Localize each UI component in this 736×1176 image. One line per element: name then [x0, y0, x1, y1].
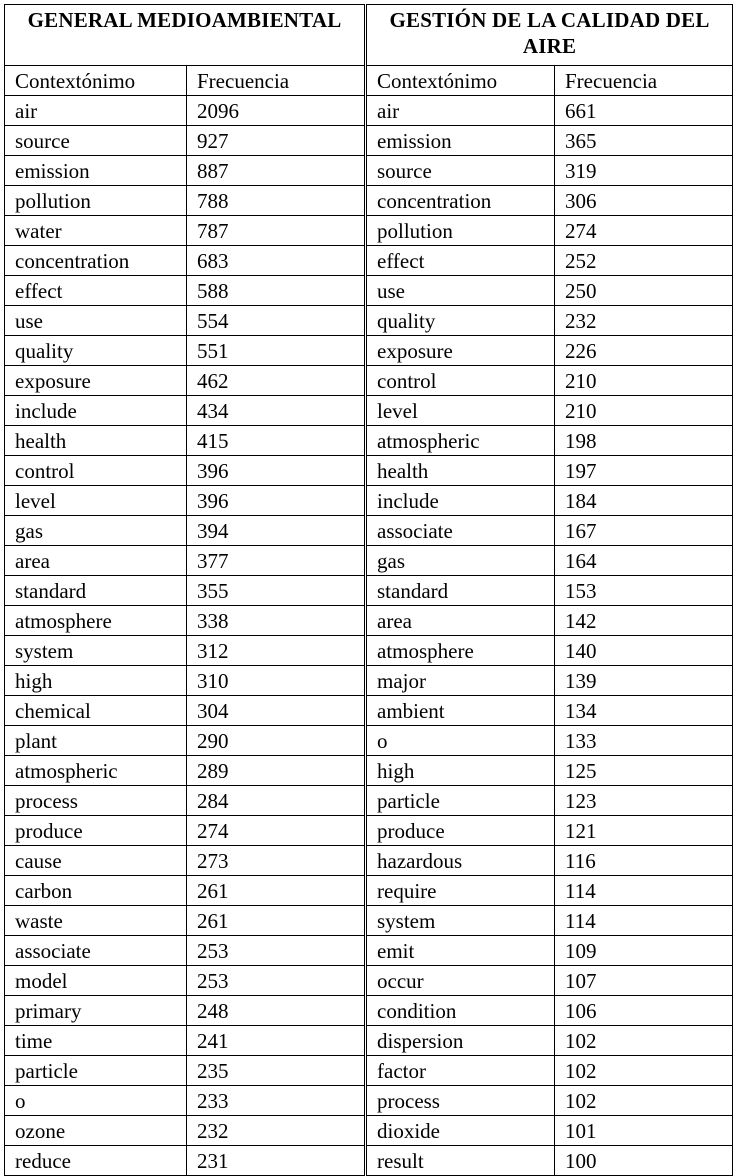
- table-row: [5, 1086, 733, 1116]
- frequency-cell: 319: [555, 156, 733, 186]
- group-title-general: GENERAL MEDIOAMBIENTAL: [5, 5, 366, 66]
- frequency-cell: 261: [187, 906, 366, 936]
- word-cell: area: [5, 546, 187, 576]
- word-cell: quality: [366, 306, 555, 336]
- column-header-frequency: Frecuencia: [555, 66, 733, 96]
- column-header-row: [5, 66, 733, 96]
- word-cell: ozone: [5, 1116, 187, 1146]
- word-cell: use: [5, 306, 187, 336]
- frequency-cell: 396: [187, 456, 366, 486]
- word-cell: high: [366, 756, 555, 786]
- word-cell: o: [5, 1086, 187, 1116]
- word-cell: water: [5, 216, 187, 246]
- table-row: [5, 1116, 733, 1146]
- word-cell: concentration: [366, 186, 555, 216]
- word-cell: atmosphere: [366, 636, 555, 666]
- frequency-cell: 210: [555, 396, 733, 426]
- word-cell: system: [5, 636, 187, 666]
- frequency-cell: 102: [555, 1056, 733, 1086]
- frequency-cell: 153: [555, 576, 733, 606]
- frequency-cell: 123: [555, 786, 733, 816]
- frequency-cell: 250: [555, 276, 733, 306]
- word-cell: reduce: [5, 1146, 187, 1176]
- word-cell: level: [366, 396, 555, 426]
- frequency-cell: 121: [555, 816, 733, 846]
- table-row: [5, 246, 733, 276]
- frequency-cell: 102: [555, 1026, 733, 1056]
- word-cell: particle: [5, 1056, 187, 1086]
- frequency-cell: 197: [555, 456, 733, 486]
- word-cell: hazardous: [366, 846, 555, 876]
- word-cell: major: [366, 666, 555, 696]
- word-cell: health: [5, 426, 187, 456]
- frequency-cell: 142: [555, 606, 733, 636]
- word-cell: emit: [366, 936, 555, 966]
- table-row: [5, 426, 733, 456]
- frequency-cell: 109: [555, 936, 733, 966]
- word-cell: associate: [366, 516, 555, 546]
- table-row: [5, 576, 733, 606]
- frequency-cell: 198: [555, 426, 733, 456]
- table-row: [5, 996, 733, 1026]
- word-cell: ambient: [366, 696, 555, 726]
- table-row: [5, 306, 733, 336]
- word-cell: primary: [5, 996, 187, 1026]
- table-row: [5, 186, 733, 216]
- table-row: [5, 1026, 733, 1056]
- word-cell: model: [5, 966, 187, 996]
- frequency-cell: 284: [187, 786, 366, 816]
- frequency-cell: 273: [187, 846, 366, 876]
- frequency-cell: 415: [187, 426, 366, 456]
- word-cell: result: [366, 1146, 555, 1176]
- word-cell: atmosphere: [5, 606, 187, 636]
- frequency-cell: 274: [555, 216, 733, 246]
- word-cell: quality: [5, 336, 187, 366]
- word-cell: source: [5, 126, 187, 156]
- table-row: [5, 1146, 733, 1176]
- frequency-cell: 551: [187, 336, 366, 366]
- frequency-cell: 683: [187, 246, 366, 276]
- column-header-word: Contextónimo: [5, 66, 187, 96]
- word-cell: time: [5, 1026, 187, 1056]
- word-cell: control: [5, 456, 187, 486]
- word-cell: air: [5, 96, 187, 126]
- word-cell: pollution: [5, 186, 187, 216]
- table-row: [5, 786, 733, 816]
- word-cell: associate: [5, 936, 187, 966]
- frequency-cell: 377: [187, 546, 366, 576]
- table-row: [5, 486, 733, 516]
- table-row: [5, 1056, 733, 1086]
- table-row: [5, 876, 733, 906]
- frequency-cell: 232: [187, 1116, 366, 1146]
- frequency-cell: 184: [555, 486, 733, 516]
- word-cell: factor: [366, 1056, 555, 1086]
- word-cell: particle: [366, 786, 555, 816]
- table-row: [5, 906, 733, 936]
- word-cell: exposure: [366, 336, 555, 366]
- table-row: [5, 516, 733, 546]
- word-cell: use: [366, 276, 555, 306]
- word-cell: plant: [5, 726, 187, 756]
- frequency-cell: 226: [555, 336, 733, 366]
- word-cell: exposure: [5, 366, 187, 396]
- table-row: [5, 756, 733, 786]
- frequency-cell: 100: [555, 1146, 733, 1176]
- frequency-cell: 232: [555, 306, 733, 336]
- word-cell: atmospheric: [5, 756, 187, 786]
- table-row: [5, 606, 733, 636]
- word-cell: level: [5, 486, 187, 516]
- frequency-table: [4, 4, 733, 1176]
- frequency-cell: 289: [187, 756, 366, 786]
- word-cell: include: [366, 486, 555, 516]
- table-row: [5, 396, 733, 426]
- frequency-cell: 114: [555, 876, 733, 906]
- word-cell: standard: [5, 576, 187, 606]
- frequency-cell: 304: [187, 696, 366, 726]
- table-row: [5, 336, 733, 366]
- word-cell: gas: [5, 516, 187, 546]
- frequency-cell: 114: [555, 906, 733, 936]
- word-cell: dioxide: [366, 1116, 555, 1146]
- word-cell: occur: [366, 966, 555, 996]
- word-cell: carbon: [5, 876, 187, 906]
- table-row: [5, 216, 733, 246]
- table-row: [5, 366, 733, 396]
- frequency-cell: 210: [555, 366, 733, 396]
- word-cell: source: [366, 156, 555, 186]
- frequency-cell: 887: [187, 156, 366, 186]
- frequency-cell: 365: [555, 126, 733, 156]
- frequency-cell: 396: [187, 486, 366, 516]
- frequency-cell: 125: [555, 756, 733, 786]
- group-header-row: [5, 5, 733, 66]
- frequency-cell: 133: [555, 726, 733, 756]
- word-cell: produce: [366, 816, 555, 846]
- table-row: [5, 726, 733, 756]
- frequency-cell: 274: [187, 816, 366, 846]
- frequency-cell: 106: [555, 996, 733, 1026]
- table-row: [5, 276, 733, 306]
- table-row: [5, 636, 733, 666]
- word-cell: control: [366, 366, 555, 396]
- word-cell: effect: [5, 276, 187, 306]
- word-cell: concentration: [5, 246, 187, 276]
- frequency-cell: 462: [187, 366, 366, 396]
- frequency-cell: 241: [187, 1026, 366, 1056]
- frequency-cell: 253: [187, 936, 366, 966]
- table-row: [5, 546, 733, 576]
- frequency-cell: 253: [187, 966, 366, 996]
- table-row: [5, 816, 733, 846]
- frequency-cell: 139: [555, 666, 733, 696]
- word-cell: gas: [366, 546, 555, 576]
- table-row: [5, 936, 733, 966]
- word-cell: air: [366, 96, 555, 126]
- frequency-cell: 134: [555, 696, 733, 726]
- column-header-frequency: Frecuencia: [187, 66, 366, 96]
- word-cell: atmospheric: [366, 426, 555, 456]
- word-cell: require: [366, 876, 555, 906]
- frequency-cell: 101: [555, 1116, 733, 1146]
- frequency-cell: 394: [187, 516, 366, 546]
- word-cell: high: [5, 666, 187, 696]
- table-row: [5, 456, 733, 486]
- word-cell: health: [366, 456, 555, 486]
- word-cell: produce: [5, 816, 187, 846]
- frequency-cell: 164: [555, 546, 733, 576]
- frequency-cell: 231: [187, 1146, 366, 1176]
- column-header-word: Contextónimo: [366, 66, 555, 96]
- word-cell: o: [366, 726, 555, 756]
- word-cell: pollution: [366, 216, 555, 246]
- frequency-cell: 338: [187, 606, 366, 636]
- word-cell: effect: [366, 246, 555, 276]
- word-cell: system: [366, 906, 555, 936]
- frequency-cell: 787: [187, 216, 366, 246]
- frequency-cell: 2096: [187, 96, 366, 126]
- frequency-cell: 261: [187, 876, 366, 906]
- word-cell: emission: [366, 126, 555, 156]
- table-row: [5, 96, 733, 126]
- word-cell: chemical: [5, 696, 187, 726]
- frequency-cell: 233: [187, 1086, 366, 1116]
- word-cell: include: [5, 396, 187, 426]
- frequency-cell: 554: [187, 306, 366, 336]
- frequency-cell: 661: [555, 96, 733, 126]
- frequency-cell: 167: [555, 516, 733, 546]
- word-cell: process: [366, 1086, 555, 1116]
- word-cell: process: [5, 786, 187, 816]
- table-row: [5, 156, 733, 186]
- table-row: [5, 126, 733, 156]
- word-cell: area: [366, 606, 555, 636]
- word-cell: condition: [366, 996, 555, 1026]
- group-title-air-quality: GESTIÓN DE LA CALIDAD DEL AIRE: [366, 5, 733, 66]
- frequency-cell: 310: [187, 666, 366, 696]
- table-row: [5, 846, 733, 876]
- word-cell: standard: [366, 576, 555, 606]
- word-cell: dispersion: [366, 1026, 555, 1056]
- table-row: [5, 696, 733, 726]
- frequency-cell: 312: [187, 636, 366, 666]
- word-cell: waste: [5, 906, 187, 936]
- frequency-cell: 290: [187, 726, 366, 756]
- frequency-cell: 140: [555, 636, 733, 666]
- frequency-cell: 248: [187, 996, 366, 1026]
- frequency-cell: 306: [555, 186, 733, 216]
- frequency-cell: 355: [187, 576, 366, 606]
- frequency-cell: 102: [555, 1086, 733, 1116]
- frequency-cell: 116: [555, 846, 733, 876]
- table-body: [5, 96, 733, 1176]
- frequency-cell: 588: [187, 276, 366, 306]
- table-row: [5, 666, 733, 696]
- word-cell: cause: [5, 846, 187, 876]
- frequency-cell: 434: [187, 396, 366, 426]
- frequency-cell: 235: [187, 1056, 366, 1086]
- table-row: [5, 966, 733, 996]
- frequency-cell: 252: [555, 246, 733, 276]
- frequency-cell: 927: [187, 126, 366, 156]
- word-cell: emission: [5, 156, 187, 186]
- frequency-cell: 788: [187, 186, 366, 216]
- frequency-cell: 107: [555, 966, 733, 996]
